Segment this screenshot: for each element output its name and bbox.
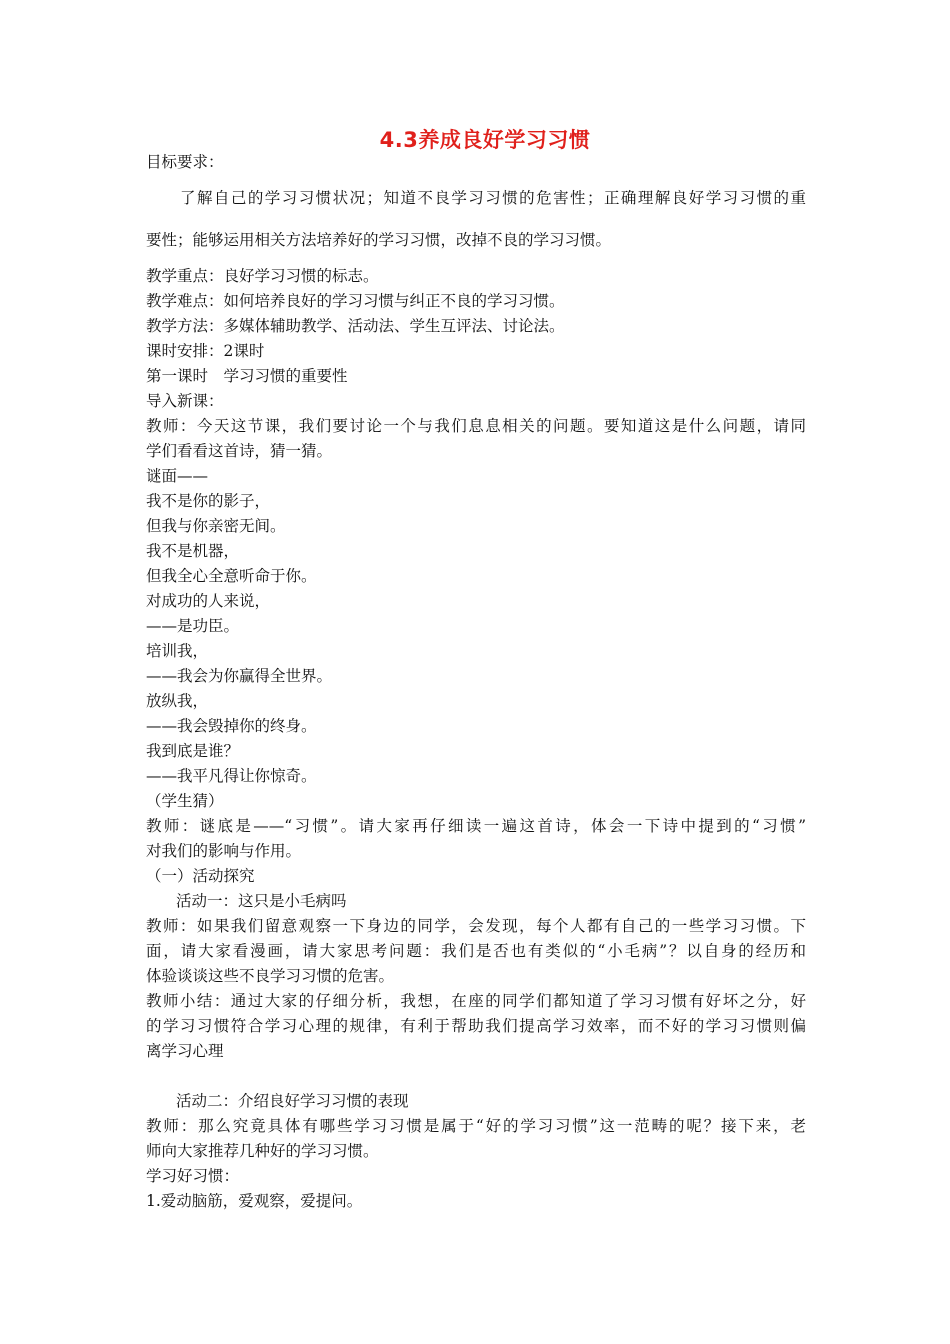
activity-two-title: 活动二：介绍良好学习习惯的表现	[176, 1092, 409, 1110]
riddle-line: 我到底是谁？	[146, 742, 240, 760]
activity-one-line-1: 教师：如果我们留意观察一下身边的同学，会发现，每个人都有自己的一些学习习惯。下	[146, 917, 806, 935]
summary-line-2: 的学习习惯符合学习心理的规律，有利于帮助我们提高学习效率，而不好的学习习惯则偏	[146, 1017, 806, 1035]
activity-one-title: 活动一：这只是小毛病吗	[176, 892, 347, 910]
teaching-focus: 教学重点：良好学习习惯的标志。	[146, 267, 379, 285]
section-heading: （一）活动探究	[146, 867, 255, 885]
objectives-line-2: 要性；能够运用相关方法培养好的学习习惯，改掉不良的学习习惯。	[146, 231, 612, 249]
activity-one-line-3: 体验谈谈这些不良学习习惯的危害。	[146, 967, 395, 985]
intro-heading: 导入新课：	[146, 392, 224, 410]
teaching-difficulty: 教学难点：如何培养良好的学习习惯与纠正不良的学习习惯。	[146, 292, 565, 310]
riddle-line: ——我会毁掉你的终身。	[146, 717, 317, 735]
teaching-method: 教学方法：多媒体辅助教学、活动法、学生互评法、讨论法。	[146, 317, 565, 335]
page-title: 4.3养成良好学习习惯	[379, 128, 591, 152]
answer-line-2: 对我们的影响与作用。	[146, 842, 302, 860]
activity-one-line-2: 面，请大家看漫画，请大家思考问题：我们是否也有类似的“小毛病”？以自身的经历和	[146, 942, 806, 960]
summary-line-1: 教师小结：通过大家的仔细分析，我想，在座的同学们都知道了学习习惯有好坏之分，好	[146, 992, 806, 1010]
riddle-line: 但我全心全意听命于你。	[146, 567, 317, 585]
riddle-line: 我不是机器，	[146, 542, 240, 560]
riddle-line: 我不是你的影子，	[146, 492, 271, 510]
objectives-line-1: 了解自己的学习习惯状况；知道不良学习习惯的危害性；正确理解良好学习习惯的重	[180, 189, 806, 207]
good-habit-item-1: 1.爱动脑筋，爱观察，爱提问。	[146, 1192, 363, 1210]
riddle-line: 培训我，	[146, 642, 209, 660]
riddle-line: ——我会为你赢得全世界。	[146, 667, 333, 685]
riddle-line: ——是功臣。	[146, 617, 240, 635]
activity-two-line-2: 师向大家推荐几种好的学习习惯。	[146, 1142, 379, 1160]
riddle-line: （学生猜）	[146, 792, 224, 810]
riddle-line: 对成功的人来说，	[146, 592, 271, 610]
summary-line-3: 离学习心理	[146, 1042, 224, 1060]
class-schedule: 课时安排：2课时	[146, 342, 265, 360]
teacher-intro-line-2: 学们看看这首诗，猜一猜。	[146, 442, 333, 460]
good-habits-label: 学习好习惯：	[146, 1167, 240, 1185]
riddle-line: 谜面——	[146, 467, 209, 485]
riddle-line: ——我平凡得让你惊奇。	[146, 767, 317, 785]
objectives-label: 目标要求：	[146, 153, 224, 171]
teacher-intro-line-1: 教师：今天这节课，我们要讨论一个与我们息息相关的问题。要知道这是什么问题，请同	[146, 417, 806, 435]
lesson-one-heading: 第一课时 学习习惯的重要性	[146, 367, 348, 385]
riddle-line: 但我与你亲密无间。	[146, 517, 286, 535]
answer-line-1: 教师：谜底是——“习惯”。请大家再仔细读一遍这首诗，体会一下诗中提到的“习惯”	[146, 817, 806, 835]
riddle-line: 放纵我，	[146, 692, 209, 710]
activity-two-line-1: 教师：那么究竟具体有哪些学习习惯是属于“好的学习习惯”这一范畴的呢？接下来，老	[146, 1117, 806, 1135]
